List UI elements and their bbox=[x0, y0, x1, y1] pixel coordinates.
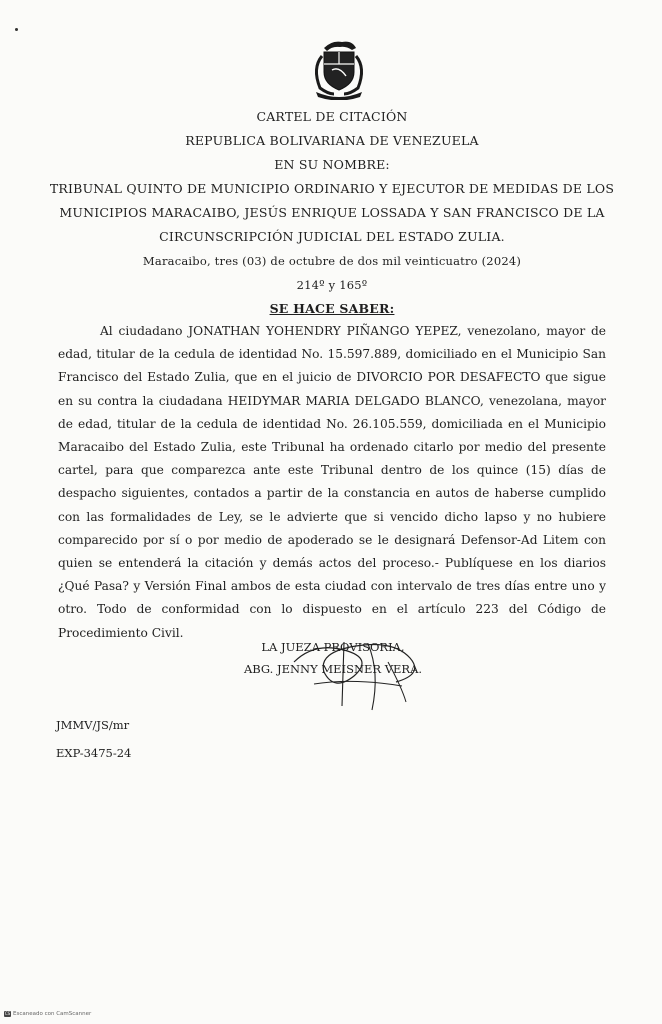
handwritten-signature-icon bbox=[284, 632, 434, 714]
initials-ref: JMMV/JS/mr bbox=[56, 718, 130, 732]
in-name-line: EN SU NOMBRE: bbox=[274, 157, 390, 172]
cartel-title: CARTEL DE CITACIÓN bbox=[256, 109, 408, 124]
notice-heading: SE HACE SABER: bbox=[269, 301, 395, 316]
scanner-text: Escaneado con CamScanner bbox=[13, 1011, 92, 1017]
years-line: 214º y 165º bbox=[296, 278, 368, 292]
document-header bbox=[40, 105, 624, 321]
coat-of-arms-icon bbox=[302, 38, 376, 100]
expediente-ref: EXP-3475-24 bbox=[56, 746, 132, 760]
scanner-footer bbox=[4, 1011, 91, 1017]
judge-name: ABG. JENNY MEISNER VERA. bbox=[243, 662, 423, 676]
scan-speck bbox=[15, 28, 18, 31]
document-date: Maracaibo, tres (03) de octubre de dos mil veinticuatro (2024) bbox=[142, 254, 522, 268]
judge-role: LA JUEZA PROVISORIA, bbox=[261, 640, 405, 654]
republic-name: REPUBLICA BOLIVARIANA DE VENEZUELA bbox=[185, 133, 479, 148]
reference-block bbox=[56, 711, 131, 767]
tribunal-name: TRIBUNAL QUINTO DE MUNICIPIO ORDINARIO Y EJECUTOR DE MEDIDAS DE LOS MUNICIPIOS MARACAIBO, JESÚS ENRIQUE LOSSADA Y SAN FRANCISCO DE LA CIRCUNSCRIPCIÓN JUDICIAL DEL ESTADO ZULIA. bbox=[49, 181, 615, 244]
citation-paragraph: Al ciudadano JONATHAN YOHENDRY PIÑANGO YEPEZ, venezolano, mayor de edad, titular de la cedula de identidad No. 15.597.889, domiciliado en el Municipio San Francisco del Estado Zulia, que en el juicio de DIVORCIO POR DESAFECTO que sigue en su contra la ciudadana HEIDYMAR MARIA DELGADO BLANCO, venezolana, mayor de edad, titular de la cedula de identidad No. 26.105.559, domiciliada en el Municipio Maracaibo del Estado Zulia, este Tribunal ha ordenado citarlo por medio del presente cartel, para que comparezca ante este Tribunal dentro de los quince (15) días de despacho siguientes, contados a partir de la constancia en autos de haberse cumplido con las formalidades de Ley, se le advierte que si vencido dicho lapso y no hubiere comparecido por sí o por medio de apoderado se le designará Defensor-Ad Litem con quien se entenderá la citación y demás actos del proceso.- Publíquese en los diarios ¿Qué Pasa? y Versión Final ambos de esta ciudad con intervalo de tres días entre uno y otro. Todo de conformidad con lo dispuesto en el artículo 223 del Código de Procedimiento Civil. bbox=[58, 324, 606, 640]
camscanner-icon: CS bbox=[4, 1011, 11, 1016]
